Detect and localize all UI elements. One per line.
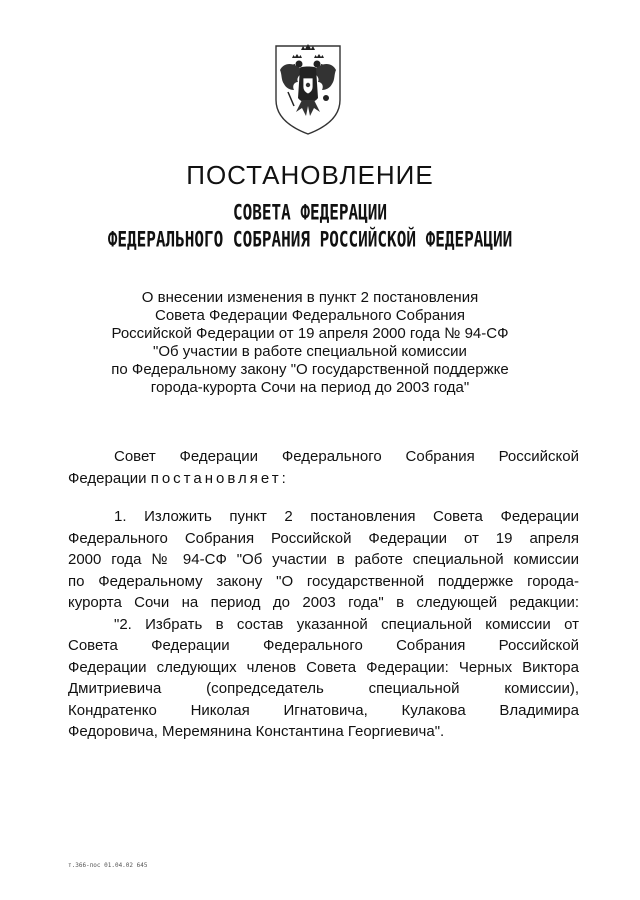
item-line: Кондратенко Николая Игнатовича, Кулакова Владимира	[68, 701, 579, 719]
item-1-paragraph	[68, 506, 579, 743]
subject-line: Совета Федерации Федерального Собрания	[154, 307, 466, 324]
document-title: ПОСТАНОВЛЕНИЕ	[186, 160, 434, 190]
document-issuer-line1: СОВЕТА ФЕДЕРАЦИИ	[232, 199, 388, 225]
subject-line: Российской Федерации от 19 апреля 2000 года № 94-СФ	[111, 325, 509, 342]
subject-line: О внесении изменения в пункт 2 постановления	[141, 289, 479, 306]
preamble-line: Совет Федерации Федерального Собрания Российской	[114, 448, 579, 465]
preamble-line	[68, 468, 579, 490]
item-line: Дмитриевича (сопредседатель специальной комиссии),	[68, 680, 579, 697]
item-line: курорта Сочи на период до 2003 года" в следующей редакции:	[68, 594, 579, 611]
resolves-keyword: постановляет:	[150, 469, 289, 487]
item-line: Федоровича, Меремянина Константина Георгиевича".	[68, 723, 445, 740]
item-line: "2. Избрать в состав указанной специальной комиссии от	[114, 615, 579, 633]
subject-line: города-курорта Сочи на период до 2003 года"	[150, 379, 470, 396]
item-line: 1. Изложить пункт 2 постановления Совета Федерации	[114, 508, 579, 525]
document-subject	[60, 289, 560, 397]
document-issuer-line2: ФЕДЕРАЛЬНОГО СОБРАНИЯ РОССИЙСКОЙ ФЕДЕРАЦИИ	[107, 226, 513, 252]
item-line: по Федеральному закону "О государственной поддержке города-	[68, 572, 579, 590]
item-line: Федерации следующих членов Совета Федерации: Черных Виктора	[68, 658, 579, 676]
item-line: Федерального Собрания Российской Федерации от 19 апреля	[68, 529, 579, 547]
document-registration-code: т.366-пос 01.04.02 645	[68, 862, 148, 869]
subject-line: "Об участии в работе специальной комиссии	[153, 343, 467, 360]
subject-line: по Федеральному закону "О государственной поддержке	[111, 361, 509, 378]
item-line: Совета Федерации Федерального Собрания Российской	[68, 637, 579, 654]
preamble-paragraph	[68, 446, 579, 489]
preamble-text: Федерации	[68, 469, 151, 487]
russian-coat-of-arms-icon	[272, 40, 344, 136]
item-line: 2000 года № 94-СФ "Об участии в работе специальной комиссии	[68, 551, 579, 568]
